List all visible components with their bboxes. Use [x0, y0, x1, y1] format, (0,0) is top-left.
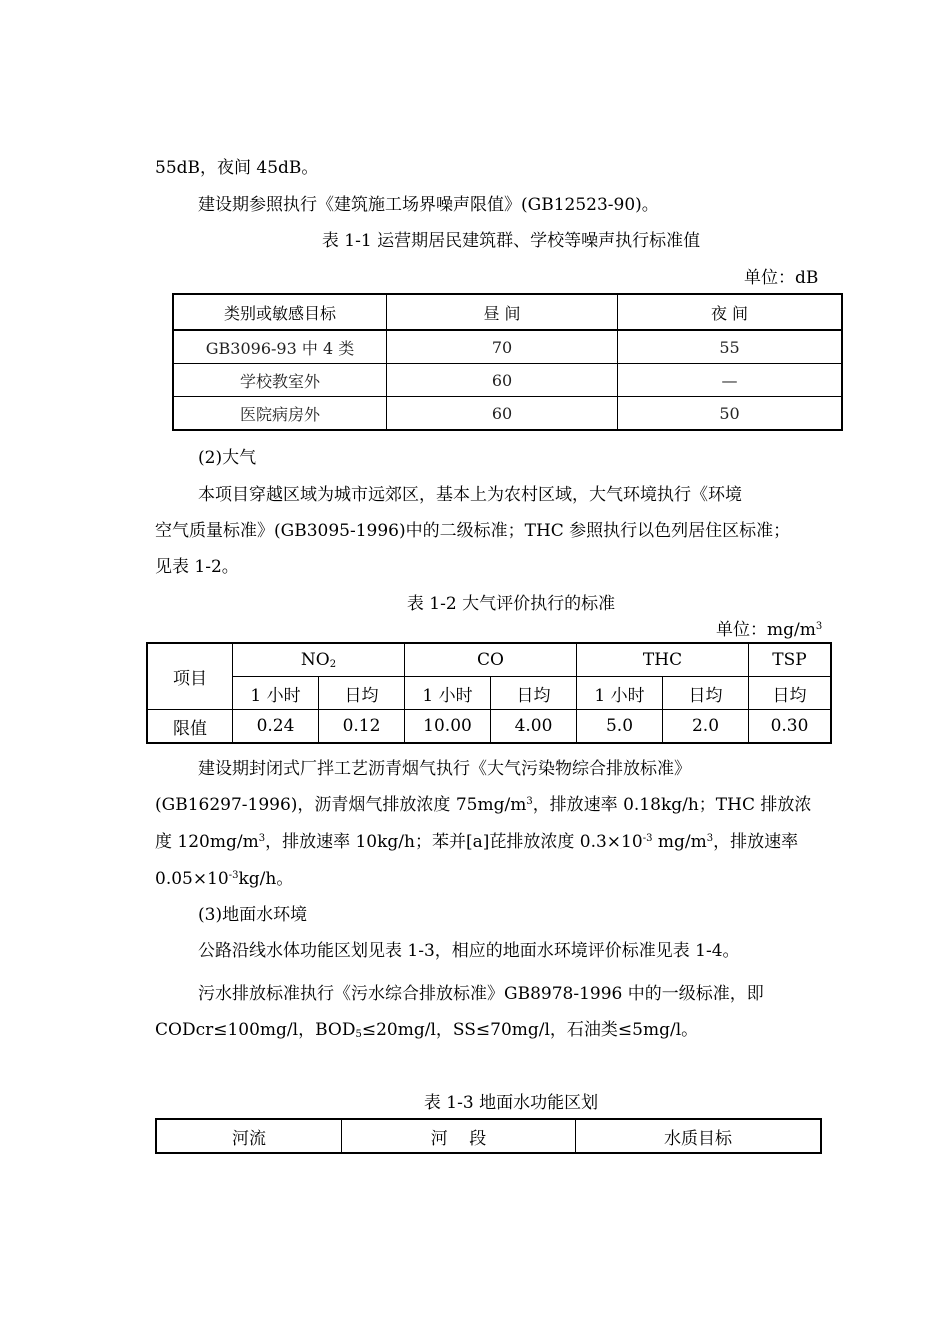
paragraph-line: 55dB，夜间 45dB。	[155, 158, 319, 178]
table-header-cell: 日均	[663, 677, 749, 710]
table-header-cell: 日均	[491, 677, 577, 710]
table-cell: 学校教室外	[173, 364, 387, 397]
table-cell: —	[618, 364, 843, 397]
paragraph-line: (GB16297-1996)，沥青烟气排放浓度 $75mg/m^3$，排放速率 0.18kg/h；THC 排放浓	[155, 795, 812, 815]
table-cell: 0.12	[319, 710, 405, 744]
table-header-row	[147, 677, 831, 710]
table-header-cell: 1 小时	[233, 677, 319, 710]
table-cell: 10.00	[405, 710, 491, 744]
table-header-cell: 1 小时	[405, 677, 491, 710]
paragraph-line: 污水排放标准执行《污水综合排放标准》GB8978-1996 中的一级标准，即	[198, 984, 764, 1004]
table-header-cell: 日均	[319, 677, 405, 710]
table-header-row	[173, 294, 842, 330]
paragraph-line: 度 $120mg/m^3$，排放速率 10kg/h；苯并[a]芘排放浓度 $0.3\times 10^{-3}$ $mg/m^3$，排放速率	[155, 832, 799, 852]
table-row	[173, 330, 842, 364]
table-cell: 限值	[147, 710, 233, 744]
table-row	[147, 710, 831, 744]
table-cell: 医院病房外	[173, 397, 387, 431]
paragraph-line: $0.05\times 10^{-3}kg/h$。	[155, 869, 294, 889]
paragraph-line: 建设期参照执行《建筑施工场界噪声限值》(GB12523-90)。	[198, 195, 659, 215]
table-caption: 表 1-1 运营期居民建筑群、学校等噪声执行标准值	[321, 231, 701, 251]
air-standard-table	[146, 642, 832, 744]
table-header-cell: 项目	[147, 643, 233, 710]
paragraph-line: 见表 1-2。	[155, 557, 239, 577]
table-row	[173, 364, 842, 397]
table-header-cell: 河流	[156, 1119, 342, 1153]
table-cell: 55	[618, 330, 843, 364]
table-header-cell: TSP	[749, 643, 832, 677]
paragraph-line: 空气质量标准》(GB3095-1996)中的二级标准；THC 参照执行以色列居住区标准；	[155, 521, 791, 541]
table-header-cell: THC	[577, 643, 749, 677]
water-function-table	[155, 1118, 822, 1154]
table-cell: 0.30	[749, 710, 832, 744]
table-cell: 0.24	[233, 710, 319, 744]
section-heading: (2)大气	[198, 448, 257, 468]
table-header-cell: 夜 间	[618, 294, 843, 330]
table-header-row	[147, 643, 831, 677]
paragraph-line: CODcr≤100mg/l，$BOD_5\le 20mg/l$，SS≤70mg/l，石油类≤5mg/l。	[155, 1020, 699, 1040]
section-heading: (3)地面水环境	[198, 905, 308, 925]
table-header-cell: 日均	[749, 677, 832, 710]
table-header-cell: 河 段	[342, 1119, 576, 1153]
table-cell: 60	[387, 364, 618, 397]
table-cell: 5.0	[577, 710, 663, 744]
table-cell: 4.00	[491, 710, 577, 744]
table-header-cell: 水质目标	[576, 1119, 822, 1153]
paragraph-line: 本项目穿越区域为城市远郊区，基本上为农村区域，大气环境执行《环境	[198, 485, 742, 505]
table-cell: 70	[387, 330, 618, 364]
table-cell: 2.0	[663, 710, 749, 744]
table-row	[173, 397, 842, 431]
noise-standard-table	[172, 293, 843, 431]
table-header-cell: 1 小时	[577, 677, 663, 710]
table-header-cell: $NO_2$	[233, 643, 405, 677]
table-cell: GB3096-93 中 4 类	[173, 330, 387, 364]
table-caption: 表 1-3 地面水功能区划	[423, 1093, 599, 1113]
table-unit: 单位：dB	[744, 268, 819, 288]
table-header-cell: 昼 间	[387, 294, 618, 330]
table-cell: 50	[618, 397, 843, 431]
paragraph-line: 公路沿线水体功能区划见表 1-3，相应的地面水环境评价标准见表 1-4。	[198, 941, 740, 961]
table-caption: 表 1-2 大气评价执行的标准	[406, 594, 616, 614]
table-unit: 单位：$mg/m^3$	[716, 620, 823, 640]
table-header-row	[156, 1119, 821, 1153]
table-header-cell: 类别或敏感目标	[173, 294, 387, 330]
table-header-cell: CO	[405, 643, 577, 677]
table-cell: 60	[387, 397, 618, 431]
paragraph-line: 建设期封闭式厂拌工艺沥青烟气执行《大气污染物综合排放标准》	[198, 759, 691, 779]
